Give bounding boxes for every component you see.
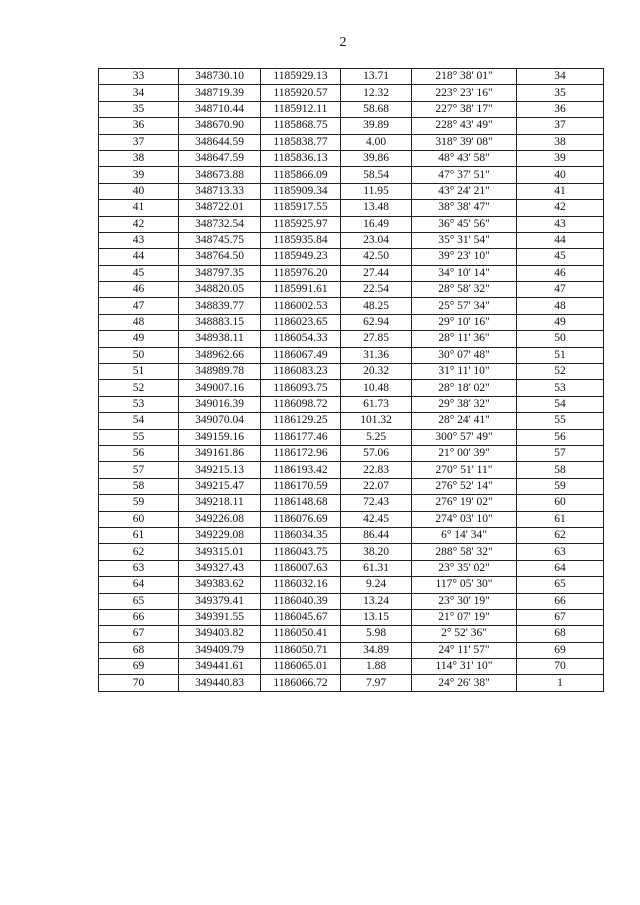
x-coordinate-cell: 348719.39 — [179, 85, 261, 101]
x-coordinate-cell: 349215.47 — [179, 478, 261, 494]
point-number-cell: 61 — [99, 527, 179, 543]
table-row — [99, 626, 604, 642]
distance-cell: 42.45 — [341, 511, 412, 527]
point-number-cell: 44 — [99, 249, 179, 265]
bearing-angle-cell: 36° 45' 56" — [412, 216, 517, 232]
y-coordinate-cell: 1185925.97 — [261, 216, 341, 232]
y-coordinate-cell: 1186066.72 — [261, 675, 341, 691]
x-coordinate-cell: 349218.11 — [179, 495, 261, 511]
y-coordinate-cell: 1186050.41 — [261, 626, 341, 642]
table-row — [99, 232, 604, 248]
bearing-angle-cell: 28° 18' 02" — [412, 380, 517, 396]
point-number-cell: 41 — [99, 200, 179, 216]
y-coordinate-cell: 1185920.57 — [261, 85, 341, 101]
x-coordinate-cell: 349007.16 — [179, 380, 261, 396]
table-row — [99, 101, 604, 117]
y-coordinate-cell: 1185917.55 — [261, 200, 341, 216]
next-point-number-cell: 50 — [517, 331, 604, 347]
point-number-cell: 51 — [99, 364, 179, 380]
table-row — [99, 69, 604, 85]
next-point-number-cell: 66 — [517, 593, 604, 609]
distance-cell: 12.32 — [341, 85, 412, 101]
y-coordinate-cell: 1185949.23 — [261, 249, 341, 265]
x-coordinate-cell: 348883.15 — [179, 314, 261, 330]
distance-cell: 42.50 — [341, 249, 412, 265]
point-number-cell: 36 — [99, 118, 179, 134]
next-point-number-cell: 46 — [517, 265, 604, 281]
y-coordinate-cell: 1186193.42 — [261, 462, 341, 478]
y-coordinate-cell: 1186045.67 — [261, 609, 341, 625]
table-row — [99, 527, 604, 543]
point-number-cell: 43 — [99, 232, 179, 248]
distance-cell: 72.43 — [341, 495, 412, 511]
bearing-angle-cell: 25° 57' 34" — [412, 298, 517, 314]
bearing-angle-cell: 223° 23' 16" — [412, 85, 517, 101]
bearing-angle-cell: 39° 23' 10" — [412, 249, 517, 265]
point-number-cell: 62 — [99, 544, 179, 560]
bearing-angle-cell: 276° 19' 02" — [412, 495, 517, 511]
table-row — [99, 445, 604, 461]
x-coordinate-cell: 349327.43 — [179, 560, 261, 576]
x-coordinate-cell: 349315.01 — [179, 544, 261, 560]
table-row — [99, 462, 604, 478]
distance-cell: 10.48 — [341, 380, 412, 396]
distance-cell: 22.54 — [341, 282, 412, 298]
x-coordinate-cell: 349016.39 — [179, 396, 261, 412]
next-point-number-cell: 64 — [517, 560, 604, 576]
distance-cell: 20.32 — [341, 364, 412, 380]
bearing-angle-cell: 35° 31' 54" — [412, 232, 517, 248]
x-coordinate-cell: 348730.10 — [179, 69, 261, 85]
point-number-cell: 35 — [99, 101, 179, 117]
y-coordinate-cell: 1186043.75 — [261, 544, 341, 560]
bearing-angle-cell: 29° 10' 16" — [412, 314, 517, 330]
bearing-angle-cell: 276° 52' 14" — [412, 478, 517, 494]
x-coordinate-cell: 349403.82 — [179, 626, 261, 642]
y-coordinate-cell: 1186007.63 — [261, 560, 341, 576]
x-coordinate-cell: 348989.78 — [179, 364, 261, 380]
distance-cell: 101.32 — [341, 413, 412, 429]
point-number-cell: 52 — [99, 380, 179, 396]
next-point-number-cell: 40 — [517, 167, 604, 183]
next-point-number-cell: 56 — [517, 429, 604, 445]
distance-cell: 27.44 — [341, 265, 412, 281]
x-coordinate-cell: 348839.77 — [179, 298, 261, 314]
y-coordinate-cell: 1185929.13 — [261, 69, 341, 85]
table-row — [99, 118, 604, 134]
table-row — [99, 396, 604, 412]
x-coordinate-cell: 349159.16 — [179, 429, 261, 445]
distance-cell: 4.00 — [341, 134, 412, 150]
bearing-angle-cell: 21° 00' 39" — [412, 445, 517, 461]
point-number-cell: 46 — [99, 282, 179, 298]
coordinates-table — [98, 68, 604, 692]
x-coordinate-cell: 348764.50 — [179, 249, 261, 265]
x-coordinate-cell: 348732.54 — [179, 216, 261, 232]
y-coordinate-cell: 1186076.69 — [261, 511, 341, 527]
x-coordinate-cell: 349215.13 — [179, 462, 261, 478]
x-coordinate-cell: 348797.35 — [179, 265, 261, 281]
point-number-cell: 56 — [99, 445, 179, 461]
table-row — [99, 364, 604, 380]
next-point-number-cell: 60 — [517, 495, 604, 511]
table-row — [99, 675, 604, 691]
table-row — [99, 150, 604, 166]
distance-cell: 27.85 — [341, 331, 412, 347]
table-row — [99, 216, 604, 232]
x-coordinate-cell: 348644.59 — [179, 134, 261, 150]
bearing-angle-cell: 48° 43' 58" — [412, 150, 517, 166]
point-number-cell: 38 — [99, 150, 179, 166]
next-point-number-cell: 49 — [517, 314, 604, 330]
table-row — [99, 85, 604, 101]
point-number-cell: 58 — [99, 478, 179, 494]
bearing-angle-cell: 28° 24' 41" — [412, 413, 517, 429]
distance-cell: 22.83 — [341, 462, 412, 478]
point-number-cell: 34 — [99, 85, 179, 101]
distance-cell: 23.04 — [341, 232, 412, 248]
next-point-number-cell: 39 — [517, 150, 604, 166]
distance-cell: 13.24 — [341, 593, 412, 609]
point-number-cell: 64 — [99, 577, 179, 593]
table-row — [99, 429, 604, 445]
x-coordinate-cell: 348673.88 — [179, 167, 261, 183]
table-row — [99, 314, 604, 330]
bearing-angle-cell: 29° 38' 32" — [412, 396, 517, 412]
x-coordinate-cell: 349226.08 — [179, 511, 261, 527]
table-row — [99, 642, 604, 658]
next-point-number-cell: 70 — [517, 659, 604, 675]
x-coordinate-cell: 349161.86 — [179, 445, 261, 461]
table-row — [99, 577, 604, 593]
table-row — [99, 478, 604, 494]
next-point-number-cell: 61 — [517, 511, 604, 527]
point-number-cell: 37 — [99, 134, 179, 150]
bearing-angle-cell: 2° 52' 36" — [412, 626, 517, 642]
x-coordinate-cell: 349070.04 — [179, 413, 261, 429]
next-point-number-cell: 48 — [517, 298, 604, 314]
next-point-number-cell: 38 — [517, 134, 604, 150]
distance-cell: 5.98 — [341, 626, 412, 642]
next-point-number-cell: 44 — [517, 232, 604, 248]
distance-cell: 62.94 — [341, 314, 412, 330]
table-row — [99, 167, 604, 183]
distance-cell: 22.07 — [341, 478, 412, 494]
table-row — [99, 183, 604, 199]
distance-cell: 57.06 — [341, 445, 412, 461]
point-number-cell: 42 — [99, 216, 179, 232]
x-coordinate-cell: 349409.79 — [179, 642, 261, 658]
x-coordinate-cell: 349229.08 — [179, 527, 261, 543]
next-point-number-cell: 69 — [517, 642, 604, 658]
bearing-angle-cell: 6° 14' 34" — [412, 527, 517, 543]
next-point-number-cell: 63 — [517, 544, 604, 560]
distance-cell: 31.36 — [341, 347, 412, 363]
distance-cell: 38.20 — [341, 544, 412, 560]
table-row — [99, 593, 604, 609]
x-coordinate-cell: 348722.01 — [179, 200, 261, 216]
distance-cell: 7.97 — [341, 675, 412, 691]
y-coordinate-cell: 1185868.75 — [261, 118, 341, 134]
bearing-angle-cell: 23° 35' 02" — [412, 560, 517, 576]
bearing-angle-cell: 117° 05' 30" — [412, 577, 517, 593]
point-number-cell: 53 — [99, 396, 179, 412]
bearing-angle-cell: 270° 51' 11" — [412, 462, 517, 478]
page-number: 2 — [339, 35, 347, 50]
table-row — [99, 544, 604, 560]
point-number-cell: 60 — [99, 511, 179, 527]
bearing-angle-cell: 274° 03' 10" — [412, 511, 517, 527]
point-number-cell: 54 — [99, 413, 179, 429]
bearing-angle-cell: 300° 57' 49" — [412, 429, 517, 445]
bearing-angle-cell: 114° 31' 10" — [412, 659, 517, 675]
next-point-number-cell: 57 — [517, 445, 604, 461]
bearing-angle-cell: 228° 43' 49" — [412, 118, 517, 134]
x-coordinate-cell: 349391.55 — [179, 609, 261, 625]
y-coordinate-cell: 1186172.96 — [261, 445, 341, 461]
point-number-cell: 59 — [99, 495, 179, 511]
bearing-angle-cell: 21° 07' 19" — [412, 609, 517, 625]
y-coordinate-cell: 1186023.65 — [261, 314, 341, 330]
point-number-cell: 49 — [99, 331, 179, 347]
next-point-number-cell: 58 — [517, 462, 604, 478]
table-row — [99, 347, 604, 363]
table-row — [99, 495, 604, 511]
table-row — [99, 200, 604, 216]
bearing-angle-cell: 24° 26' 38" — [412, 675, 517, 691]
bearing-angle-cell: 28° 58' 32" — [412, 282, 517, 298]
x-coordinate-cell: 348938.11 — [179, 331, 261, 347]
next-point-number-cell: 1 — [517, 675, 604, 691]
next-point-number-cell: 68 — [517, 626, 604, 642]
y-coordinate-cell: 1186177.46 — [261, 429, 341, 445]
x-coordinate-cell: 348745.75 — [179, 232, 261, 248]
distance-cell: 34.89 — [341, 642, 412, 658]
distance-cell: 1.88 — [341, 659, 412, 675]
point-number-cell: 68 — [99, 642, 179, 658]
x-coordinate-cell: 348670.90 — [179, 118, 261, 134]
point-number-cell: 50 — [99, 347, 179, 363]
point-number-cell: 55 — [99, 429, 179, 445]
x-coordinate-cell: 348647.59 — [179, 150, 261, 166]
y-coordinate-cell: 1186170.59 — [261, 478, 341, 494]
y-coordinate-cell: 1186032.16 — [261, 577, 341, 593]
distance-cell: 61.31 — [341, 560, 412, 576]
point-number-cell: 47 — [99, 298, 179, 314]
y-coordinate-cell: 1186034.35 — [261, 527, 341, 543]
distance-cell: 13.48 — [341, 200, 412, 216]
distance-cell: 39.86 — [341, 150, 412, 166]
y-coordinate-cell: 1185976.20 — [261, 265, 341, 281]
table-row — [99, 511, 604, 527]
bearing-angle-cell: 227° 38' 17" — [412, 101, 517, 117]
point-number-cell: 63 — [99, 560, 179, 576]
y-coordinate-cell: 1185935.84 — [261, 232, 341, 248]
point-number-cell: 39 — [99, 167, 179, 183]
next-point-number-cell: 54 — [517, 396, 604, 412]
distance-cell: 13.15 — [341, 609, 412, 625]
y-coordinate-cell: 1186002.53 — [261, 298, 341, 314]
next-point-number-cell: 59 — [517, 478, 604, 494]
bearing-angle-cell: 30° 07' 48" — [412, 347, 517, 363]
point-number-cell: 45 — [99, 265, 179, 281]
y-coordinate-cell: 1186093.75 — [261, 380, 341, 396]
next-point-number-cell: 55 — [517, 413, 604, 429]
next-point-number-cell: 45 — [517, 249, 604, 265]
point-number-cell: 69 — [99, 659, 179, 675]
table-row — [99, 282, 604, 298]
distance-cell: 16.49 — [341, 216, 412, 232]
y-coordinate-cell: 1185838.77 — [261, 134, 341, 150]
table-row — [99, 249, 604, 265]
distance-cell: 13.71 — [341, 69, 412, 85]
next-point-number-cell: 43 — [517, 216, 604, 232]
next-point-number-cell: 67 — [517, 609, 604, 625]
y-coordinate-cell: 1186129.25 — [261, 413, 341, 429]
next-point-number-cell: 65 — [517, 577, 604, 593]
table-row — [99, 265, 604, 281]
bearing-angle-cell: 43° 24' 21" — [412, 183, 517, 199]
table-row — [99, 298, 604, 314]
table-row — [99, 560, 604, 576]
y-coordinate-cell: 1186065.01 — [261, 659, 341, 675]
bearing-angle-cell: 47° 37' 51" — [412, 167, 517, 183]
point-number-cell: 48 — [99, 314, 179, 330]
point-number-cell: 66 — [99, 609, 179, 625]
bearing-angle-cell: 23° 30' 19" — [412, 593, 517, 609]
next-point-number-cell: 35 — [517, 85, 604, 101]
bearing-angle-cell: 28° 11' 36" — [412, 331, 517, 347]
x-coordinate-cell: 349441.61 — [179, 659, 261, 675]
point-number-cell: 65 — [99, 593, 179, 609]
next-point-number-cell: 37 — [517, 118, 604, 134]
x-coordinate-cell: 348710.44 — [179, 101, 261, 117]
next-point-number-cell: 42 — [517, 200, 604, 216]
table-row — [99, 659, 604, 675]
table-row — [99, 380, 604, 396]
y-coordinate-cell: 1186054.33 — [261, 331, 341, 347]
point-number-cell: 40 — [99, 183, 179, 199]
distance-cell: 58.54 — [341, 167, 412, 183]
x-coordinate-cell: 348713.33 — [179, 183, 261, 199]
y-coordinate-cell: 1185991.61 — [261, 282, 341, 298]
next-point-number-cell: 53 — [517, 380, 604, 396]
table-row — [99, 331, 604, 347]
distance-cell: 58.68 — [341, 101, 412, 117]
bearing-angle-cell: 31° 11' 10" — [412, 364, 517, 380]
table-row — [99, 609, 604, 625]
x-coordinate-cell: 349440.83 — [179, 675, 261, 691]
y-coordinate-cell: 1186050.71 — [261, 642, 341, 658]
distance-cell: 48.25 — [341, 298, 412, 314]
distance-cell: 39.89 — [341, 118, 412, 134]
distance-cell: 11.95 — [341, 183, 412, 199]
y-coordinate-cell: 1185909.34 — [261, 183, 341, 199]
y-coordinate-cell: 1185836.13 — [261, 150, 341, 166]
point-number-cell: 57 — [99, 462, 179, 478]
bearing-angle-cell: 288° 58' 32" — [412, 544, 517, 560]
bearing-angle-cell: 24° 11' 57" — [412, 642, 517, 658]
bearing-angle-cell: 218° 38' 01" — [412, 69, 517, 85]
next-point-number-cell: 51 — [517, 347, 604, 363]
next-point-number-cell: 41 — [517, 183, 604, 199]
y-coordinate-cell: 1186148.68 — [261, 495, 341, 511]
y-coordinate-cell: 1186067.49 — [261, 347, 341, 363]
bearing-angle-cell: 38° 38' 47" — [412, 200, 517, 216]
distance-cell: 9.24 — [341, 577, 412, 593]
x-coordinate-cell: 349383.62 — [179, 577, 261, 593]
distance-cell: 61.73 — [341, 396, 412, 412]
next-point-number-cell: 36 — [517, 101, 604, 117]
y-coordinate-cell: 1186098.72 — [261, 396, 341, 412]
x-coordinate-cell: 349379.41 — [179, 593, 261, 609]
next-point-number-cell: 34 — [517, 69, 604, 85]
distance-cell: 5.25 — [341, 429, 412, 445]
y-coordinate-cell: 1186083.23 — [261, 364, 341, 380]
bearing-angle-cell: 34° 10' 14" — [412, 265, 517, 281]
point-number-cell: 67 — [99, 626, 179, 642]
bearing-angle-cell: 318° 39' 08" — [412, 134, 517, 150]
y-coordinate-cell: 1186040.39 — [261, 593, 341, 609]
next-point-number-cell: 62 — [517, 527, 604, 543]
table-body — [99, 69, 604, 692]
table-row — [99, 413, 604, 429]
y-coordinate-cell: 1185912.11 — [261, 101, 341, 117]
next-point-number-cell: 47 — [517, 282, 604, 298]
next-point-number-cell: 52 — [517, 364, 604, 380]
point-number-cell: 70 — [99, 675, 179, 691]
x-coordinate-cell: 348820.05 — [179, 282, 261, 298]
y-coordinate-cell: 1185866.09 — [261, 167, 341, 183]
point-number-cell: 33 — [99, 69, 179, 85]
table-row — [99, 134, 604, 150]
distance-cell: 86.44 — [341, 527, 412, 543]
x-coordinate-cell: 348962.66 — [179, 347, 261, 363]
